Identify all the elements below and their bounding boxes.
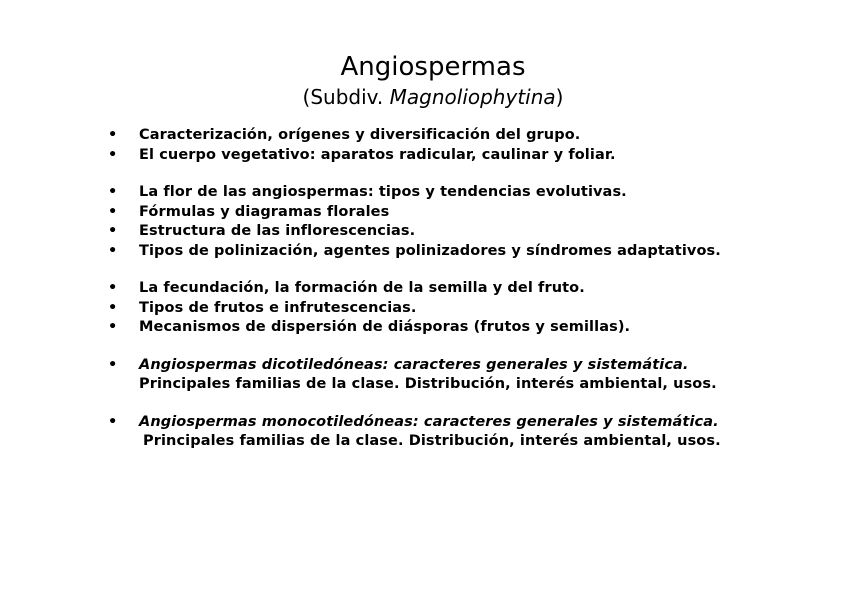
list-item-text: Caracterización, orígenes y diversificación del grupo. (139, 127, 581, 143)
list-item (108, 413, 808, 452)
list-item (108, 299, 808, 319)
list-item (108, 126, 808, 146)
bullet-marker: • (108, 356, 118, 373)
topic-list (108, 126, 808, 470)
page-subtitle (0, 84, 848, 110)
list-item (108, 203, 808, 223)
bullet-marker: • (108, 319, 118, 335)
subtitle-taxon: Magnoliophytina (389, 85, 556, 109)
list-item-continuation: Principales familias de la clase. Distribución, interés ambiental, usos. (139, 376, 717, 392)
bullet-marker: • (108, 223, 118, 239)
list-item-text: Tipos de frutos e infrutescencias. (139, 299, 417, 316)
bullet-marker: • (108, 127, 118, 143)
list-item-text: La flor de las angiospermas: tipos y tendencias evolutivas. (139, 184, 627, 200)
topic-group (108, 279, 808, 338)
bullet-marker: • (108, 299, 118, 316)
list-item-text: Angiospermas dicotiledóneas: caracteres generales y sistemática. (139, 356, 689, 373)
list-item (108, 318, 808, 338)
bullet-marker: • (108, 242, 118, 259)
bullet-marker: • (108, 146, 118, 163)
subtitle-prefix: (Subdiv. (302, 85, 390, 109)
subtitle-suffix: ) (555, 85, 564, 109)
list-item-text: Estructura de las inflorescencias. (139, 223, 416, 239)
list-item (108, 242, 808, 262)
list-item (108, 279, 808, 299)
topic-group (108, 413, 808, 452)
list-item-text: Mecanismos de dispersión de diásporas (frutos y semillas). (139, 319, 631, 335)
topic-group (108, 356, 808, 395)
bullet-marker: • (108, 280, 118, 296)
list-item-text: Fórmulas y diagramas florales (139, 203, 390, 220)
topic-group (108, 126, 808, 165)
bullet-marker: • (108, 413, 118, 430)
topic-group (108, 183, 808, 261)
bullet-marker: • (108, 184, 118, 200)
list-item-text: El cuerpo vegetativo: aparatos radicular, caulinar y foliar. (139, 146, 616, 163)
list-item (108, 356, 808, 395)
list-item (108, 146, 808, 166)
list-item-text: La fecundación, la formación de la semilla y del fruto. (139, 280, 585, 296)
list-item-text: Angiospermas monocotiledóneas: caracteres generales y sistemática. (139, 413, 719, 430)
page-title: Angiospermas (340, 52, 526, 82)
list-item-text: Tipos de polinización, agentes polinizadores y síndromes adaptativos. (139, 242, 721, 259)
bullet-marker: • (108, 203, 118, 220)
list-item (108, 183, 808, 203)
list-item (108, 222, 808, 242)
list-item-continuation: Principales familias de la clase. Distribución, interés ambiental, usos. (143, 433, 721, 449)
